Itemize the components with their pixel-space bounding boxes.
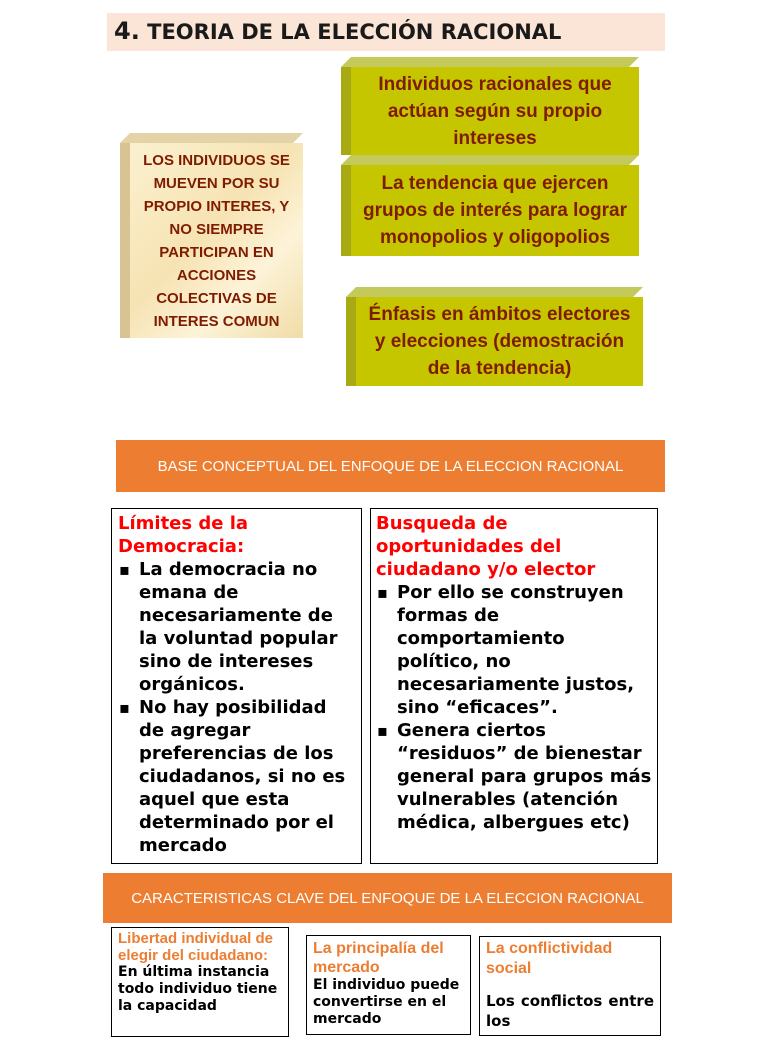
social-conflict-box <box>479 936 661 1036</box>
citizen-opportunities-list <box>376 581 652 834</box>
individuals-interest-text: LOS INDIVIDUOS SE MUEVEN POR SU PROPIO INTERES, Y NO SIEMPRE PARTICIPAN EN ACCIONES COLECTIVAS DE INTERES COMUN <box>130 143 303 338</box>
title-label: TEORIA DE LA ELECCIÓN RACIONAL <box>147 20 562 44</box>
social-conflict-heading: La conflictividad social <box>486 940 613 977</box>
individual-freedom-heading: Libertad individual de elegir del ciudadano: <box>118 930 274 964</box>
box-side-face <box>341 165 351 256</box>
individual-freedom-box <box>111 927 289 1037</box>
interest-groups-text: La tendencia que ejercen grupos de interés para lograr monopolios y oligopolios <box>351 165 639 256</box>
market-primacy-box <box>306 935 471 1035</box>
list-item: ▪ Genera ciertos “residuos” de bienestar general para grupos más vulnerables (atención médica, albergues etc) <box>376 719 652 834</box>
box-top-face <box>120 133 303 143</box>
market-primacy-heading: La principalía del mercado <box>313 940 444 976</box>
democracy-limits-panel <box>111 508 362 864</box>
individuals-interest-box <box>120 133 303 338</box>
box-side-face <box>346 297 356 386</box>
conceptual-base-banner: BASE CONCEPTUAL DEL ENFOQUE DE LA ELECCION RACIONAL <box>116 440 665 492</box>
box-top-face <box>346 287 643 297</box>
box-side-face <box>341 67 351 155</box>
box-top-face <box>341 155 639 165</box>
key-characteristics-banner: CARACTERISTICAS CLAVE DEL ENFOQUE DE LA ELECCION RACIONAL <box>103 873 672 923</box>
page-title <box>114 17 561 45</box>
citizen-opportunities-heading: Busqueda de oportunidades del ciudadano y/o elector <box>376 513 596 580</box>
individual-freedom-body: En última instancia todo individuo tiene la capacidad <box>118 964 278 1014</box>
democracy-limits-list <box>118 558 355 857</box>
market-primacy-body: El individuo puede convertirse en el mercado <box>313 977 460 1027</box>
rational-individuals-text: Individuos racionales que actúan según su propio intereses <box>351 67 639 155</box>
list-item: ▪ No hay posibilidad de agregar preferencias de los ciudadanos, si no es aquel que esta determinado por el mercado <box>118 696 355 857</box>
title-number: 4. <box>114 17 140 45</box>
rational-individuals-box <box>341 57 639 155</box>
democracy-limits-heading: Límites de la Democracia: <box>118 513 249 557</box>
box-top-face <box>341 57 639 67</box>
box-side-face <box>120 143 130 338</box>
elections-emphasis-box <box>346 287 643 386</box>
elections-emphasis-text: Énfasis en ámbitos electores y elecciones (demostración de la tendencia) <box>356 297 643 386</box>
citizen-opportunities-panel <box>370 508 658 864</box>
list-item: ▪ Por ello se construyen formas de comportamiento político, no necesariamente justos, sino “eficaces”. <box>376 581 652 719</box>
list-item: ▪ La democracia no emana de necesariamente de la voluntad popular sino de intereses orgánicos. <box>118 558 355 696</box>
social-conflict-body: Los conflictos entre los <box>486 992 654 1030</box>
interest-groups-box <box>341 155 639 256</box>
